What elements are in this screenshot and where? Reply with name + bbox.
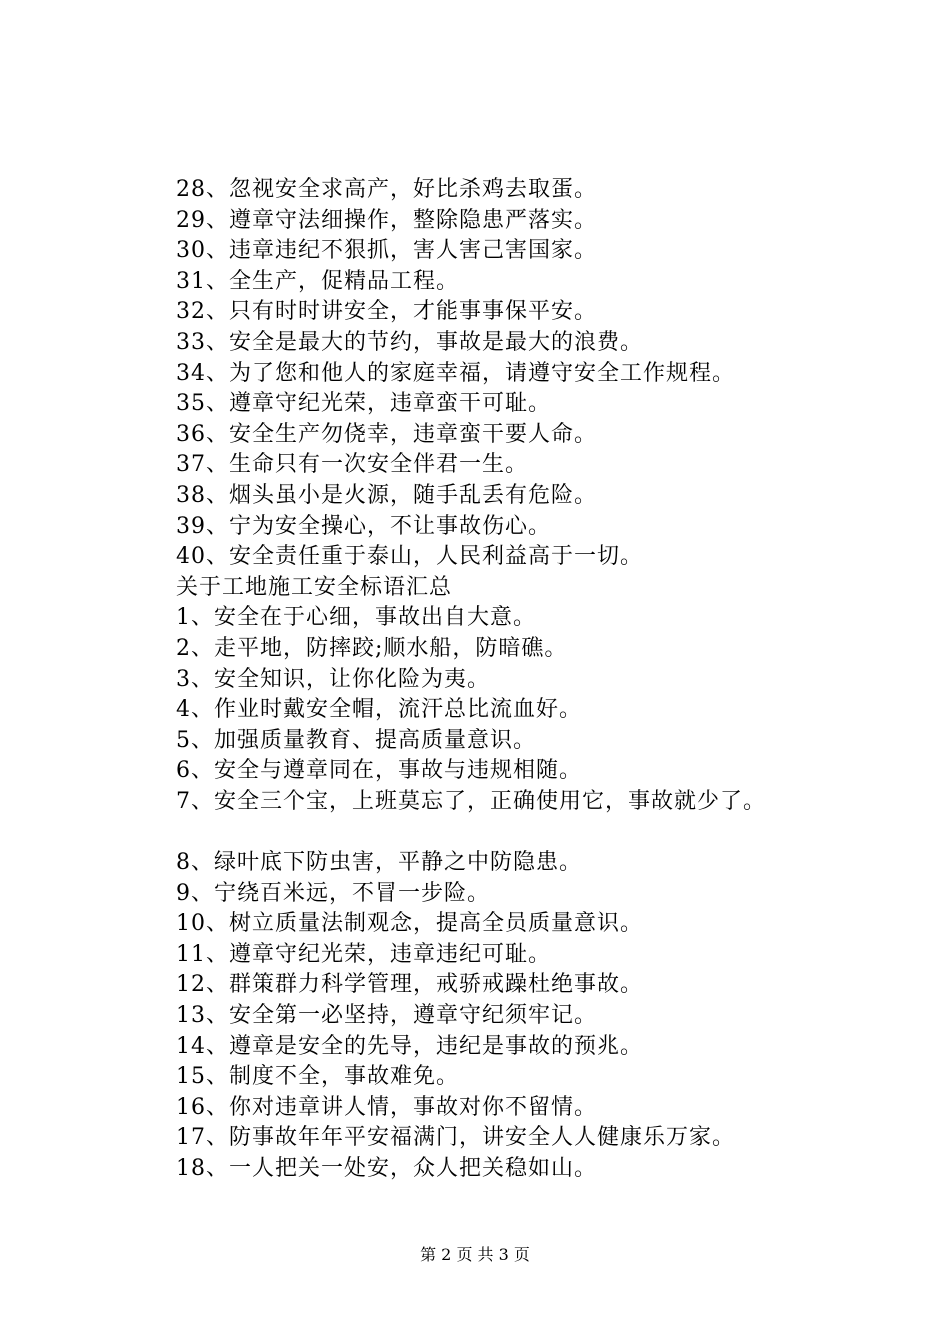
text-line: 7、安全三个宝，上班莫忘了，正确使用它，事故就少了。: [176, 788, 766, 814]
blank-line: [176, 817, 876, 848]
text-line: 16、你对违章讲人情，事故对你不留情。: [176, 1094, 597, 1120]
document-body: [176, 175, 876, 1185]
text-line: 14、遵章是安全的先导，违纪是事故的预兆。: [176, 1033, 643, 1059]
text-line: 33、安全是最大的节约，事故是最大的浪费。: [176, 329, 643, 355]
text-line: 34、为了您和他人的家庭幸福，请遵守安全工作规程。: [176, 360, 735, 386]
text-line: 39、宁为安全操心，不让事故伤心。: [176, 513, 551, 539]
text-line: 31、全生产，促精品工程。: [176, 268, 459, 294]
text-line: 9、宁绕百米远，不冒一步险。: [176, 880, 490, 906]
text-line: 28、忽视安全求高产，好比杀鸡去取蛋。: [176, 177, 597, 202]
text-line: 1、安全在于心细，事故出自大意。: [176, 605, 536, 631]
text-line: 36、安全生产勿侥幸，违章蛮干要人命。: [176, 421, 597, 447]
text-line: 13、安全第一必坚持，遵章守纪须牢记。: [176, 1003, 597, 1029]
text-line: 29、遵章守法细操作，整除隐患严落实。: [176, 207, 597, 233]
text-line: 38、烟头虽小是火源，随手乱丢有危险。: [176, 482, 597, 508]
text-line: 32、只有时时讲安全，才能事事保平安。: [176, 299, 597, 325]
text-line: 17、防事故年年平安福满门，讲安全人人健康乐万家。: [176, 1125, 735, 1151]
text-line: 11、遵章守纪光荣，违章违纪可耻。: [176, 941, 551, 967]
text-line: 37、生命只有一次安全伴君一生。: [176, 452, 528, 478]
text-line: 40、安全责任重于泰山，人民利益高于一切。: [176, 544, 643, 570]
text-line: 10、树立质量法制观念，提高全员质量意识。: [176, 911, 643, 937]
text-line: 15、制度不全，事故难免。: [176, 1064, 459, 1090]
text-line: 18、一人把关一处安，众人把关稳如山。: [176, 1156, 597, 1181]
text-line: 3、安全知识，让你化险为夷。: [176, 666, 490, 692]
text-line: 6、安全与遵章同在，事故与违规相随。: [176, 758, 582, 784]
text-line: 30、违章违纪不狠抓，害人害己害国家。: [176, 238, 597, 264]
text-line: 4、作业时戴安全帽，流汗总比流血好。: [176, 697, 582, 723]
text-line: 8、绿叶底下防虫害，平静之中防隐患。: [176, 850, 582, 876]
section-heading: 关于工地施工安全标语汇总: [176, 574, 453, 600]
text-line: 5、加强质量教育、提高质量意识。: [176, 727, 536, 753]
text-line: 35、遵章守纪光荣，违章蛮干可耻。: [176, 391, 551, 417]
text-line: 2、走平地，防摔跤;顺水船，防暗礁。: [176, 635, 568, 661]
page-footer: 第 2 页 共 3 页: [420, 1245, 530, 1264]
text-line: 12、群策群力科学管理，戒骄戒躁杜绝事故。: [176, 972, 643, 998]
